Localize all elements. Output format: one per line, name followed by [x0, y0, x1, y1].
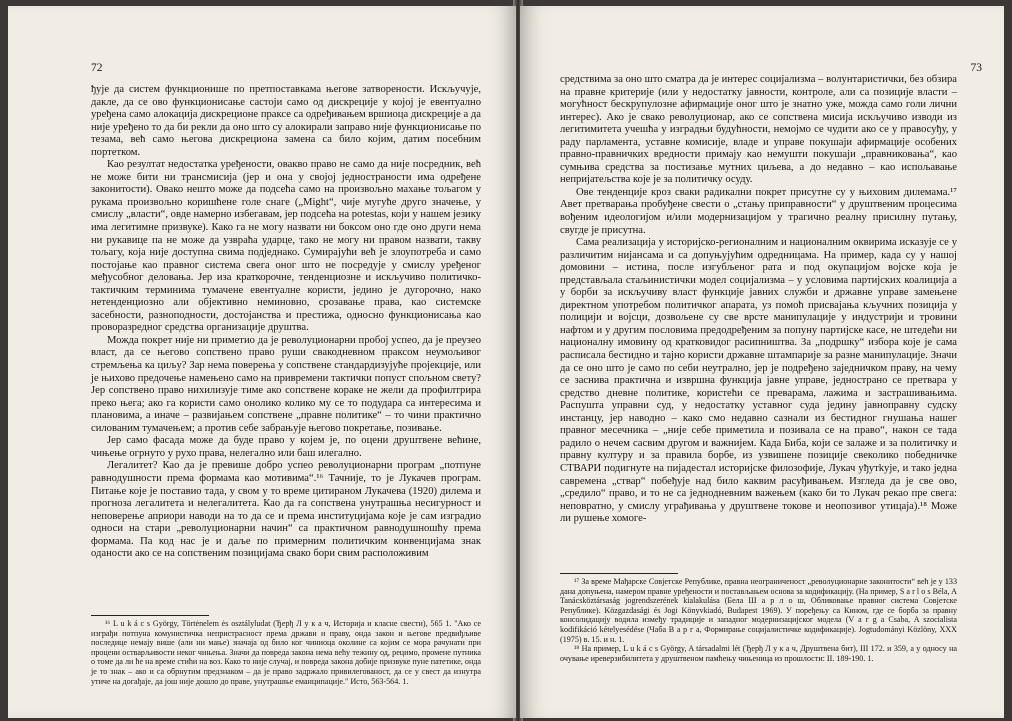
right-page: [520, 6, 1004, 718]
footnote-rule: [560, 573, 678, 574]
paragraph: Као резултат недостатка уређености, овакво право не само да није посредник, већ не може бити ни трансмисија (јер и она у својој једностраности има одређене законитости). Овако нешто може да подсећа само на произвољно махање тољагом у рукама произвољно коришћене голе снаге („Might“, чије мугуће друго значење, у смислу „власти“, овде намерно избегавам, јер подсећа на potestas, који у нашем језику има легитимне призвуке). Како га не могу назвати ни боксом оно где оно други нема ни рукавице па не може да узврaћа ударце, тако не могу ни правом назвати, такву тољагу, која није доступна свима подједнако. Сумирајући већ је злоупотреба и само постојање као правног система свега оног што не посредује у смислу уређеног међусобног деловања. Јер иза краткорочне, тенденциозне и искључиво политичко-тактичким терминима тумачене евентуалне користи, једино је дугорочно, нако нетенденциозно али објективно неминовно, срозавање права, као системске засебности, разноподности, достојанства и престижа, односно функционисања као проворазредног средства организације друштва.: [91, 159, 481, 334]
footnote-rule: [91, 615, 209, 616]
left-page: [8, 6, 516, 718]
paragraph: Легалитет? Као да је превише добро успео револуционарни програм „потпуне равнодушности према формама као мотивима“.¹⁶ Тачније, то је Лукачев програм. Питање које је поставио тада, у свом у то време цитираном Лукачева (1920) дилема и прогноза легалитета и нелегалитета. Као да га сопствена унутрашња несигурност и неповерење априори наводи на то да се и према институцијама које је сам изградио односи на стари „револуционарни начин“ са практичном равнодушношћу према формама. Па код нас је и даље по примерним политичким конвенцијама знак оданости ако се на сопственим позицијама свако бори свим расположивим: [91, 460, 481, 560]
paragraph: Сама реализација у историјско-регионалним и националним оквирима исказује се у различитим нијансама и са допуњујућим одредницама. На пример, када су у нашој домовини – истина, после изгубљеног рата и под окупацијом војске која је представљала стаљинистички модел социјализма – у условима партијских коалиција а у борби за искључиву власт функције јавних служби и државне управе замењене директном употребом политичког апарата, уз помоћ присвајања кључних позиција у полицији и војсци, дозвољене су све врсте манипулације у индустрији и тровини нафтом и у другим пословима предодређеним за попуну партијске касе, не штедећи ни националну имовину од кратковидог расипништва. За „подршку“ избора које је сама расписала бестидно и тајно користи државне штампарије за разне манипулације. Значи да се оно што је само по себи неутрално, јер је подређено заједничком праву, на чему се заснива практична и извршна функција јавне управе, једнострано се претвара у средство дневне политике, користећи се преварама, лажима и застрашивањима. Распушта управни суд, у недостатку уставног суда једину јавноправну судску инстанцу, јер наводно – како смо недавно сазнали из бестидног гнушања нашег правног месечника – „није себе приметила и позивала се на право“, након се тада радило о нечем сасвим другом и важнијем. Када Биба, који се залаже и за политичку и правну културу и за правила борбе, из узвишене позиције свеколико победничке СТВАРИ подигнуте на пијадестал историјске филозофије, Лукач уђутkује, и тако једна савремена „ствар“ побеђује над било каквим расуђивањем. Изгледа да је све ово, „средило“ право, и то не са једнодневним важењем (како би то Лукач рекао пре свега: неповратно, у смислу уграђивања у друштвене токове и неопозивог утицаја).¹⁸ Може ли рушење хомоге-: [560, 237, 957, 525]
paragraph: Ове тенденције кроз сваки радикални покрет присутне су у њиховим дилемама.¹⁷ Авет претварања пробуђене свести о „стању приправности“ у друштвеним процесима вођеним идеологијом и/или модернизацијом у трагично реалну присилну путању, свугде је присутна.: [560, 186, 957, 236]
footnote: ¹⁶ L u k á c s György, Törtėnelem ės osztályludat (Ђерђ Л у к а ч, Историја и класне свести), 565 1. "Ако се изграђи потпуна комунистичка непристрасност према држави и праву, онда закон и његове предвиђљиве последице немају више (али ни мање) значаја од било ког чиниоца околине са којим се мора рачунати при процени остварљивости неког чињења. Значи да повреда закона нема већу тежину од, рецимо, промене путника о томе да ли ће на време стићи на воз. Како то није случај, и повреда закона добије призвуке пуне патетике, онда је то знак – ако и са обрнутим предзнаком – да је право задржало привилегованост, да се у свест да изнутра утиче на догађаје, да још није дошло до праве, унутрашње еманципације." Исто, 563-564. 1.: [91, 619, 481, 686]
paragraph: средствима за оно што сматра да је интерес социјализма – волунтаристички, без обзира на правне критерије (или у недостатку јавности, контроле, али са позиције власти – могућност бескрупулозне афирмације оног што је знатно уже, можда само голи лични интерес). Ако је свако револуционар, ако се сопствена мисија искључиво изводи из легитимитета учешћа у изградњи будућности, немојмо се чудити ако се у правосуђу, у раду парламента, уставне комисије, владе и управе покушаји афирмације особених правно-правничких вредности примају као немушти покушаји „правниковања“, као сумњива средства за постизање мутних циљева, а до недавно – као испољавање непријатељства које је за политичку осуду.: [560, 74, 957, 186]
paragraph: Јер само фасада може да буде право у којем је, по оцени друштвене већине, чињење огрнуто у рухо права, нелегално или баш илегално.: [91, 435, 481, 459]
paragraph: ђује да систем функционише по претпоставкама његове затворености. Искључује, дакле, да се ово функционисање састоји само од дискреције у којој је евентуално уређена само алокација дискреционе праксе са одређивањем вршиоца дискреције а да није уређено то да би рекли да оно што су алокирали заправо није функционисање по тезама, већ само његова дискрециона замена са било којим, датим посебним портетком.: [91, 84, 481, 158]
body-text: [560, 74, 957, 526]
footnote: ¹⁷ За време Мађарске Совјетске Републике, правна неограниченост „револуционарне законитости“ већ је у 133 дана допуњена, намером правне уређености и постављањем основа за кодификацију. (На пример, S a r l o s Béla, A Tanácsköztársaság jogrendszerének kialakulása (Бела Ш а р л о ш, Обликовање правног система Совјетске Републике). Közgazdasági és Jogi Könyvkiadó, Budapest 1969). У поређењу са Кином, где се борба за правну консолидацију водила између традиције и западног модернизацијског модела (V a r g a Csaba, A szocialista kodifikáció kételyesédése (Чаба В а р г а, Формирање социјалистичке кодификације). Jogtudományi Közlöny, XXX (1975) в. 15. и н. 1.: [560, 577, 957, 644]
paragraph: Можда покрет није ни приметио да је револуционарни пробој успео, да је преузео власт, да се његово сопствено право руши свакодневном праксом неумољивог стремљења ка циљу? Зар нема поверења у сопствене стандардизујуће пројекције, или је њихово предочење намењено само на привремени тактички попуст спољном свету? Јер сопствено право нихилизује тиме ако сопствене кораке не жели да профилтрира преко њега; ако га користи само онолико колико му се то подудара са интересима и плановима, а иначе – развијањем сопствене „правне политике“ – то чини практично силованим тумачењем; а против себе забрањује његово покретање, позивање.: [91, 334, 481, 434]
footnotes: [560, 569, 957, 663]
footnotes: [91, 611, 481, 686]
page-number: 72: [91, 62, 103, 74]
page-number: 73: [970, 62, 982, 74]
footnote: ¹⁸ На пример, L u k á c s György, A társadalmi lét (Ђерђ Л у к а ч, Друштвена бит), III 172. и 359, а у односу на очување иреверзибилитета у друштвеном памћењу чињеница из прошлости: II. 189-190. 1.: [560, 644, 957, 663]
body-text: [91, 84, 481, 561]
